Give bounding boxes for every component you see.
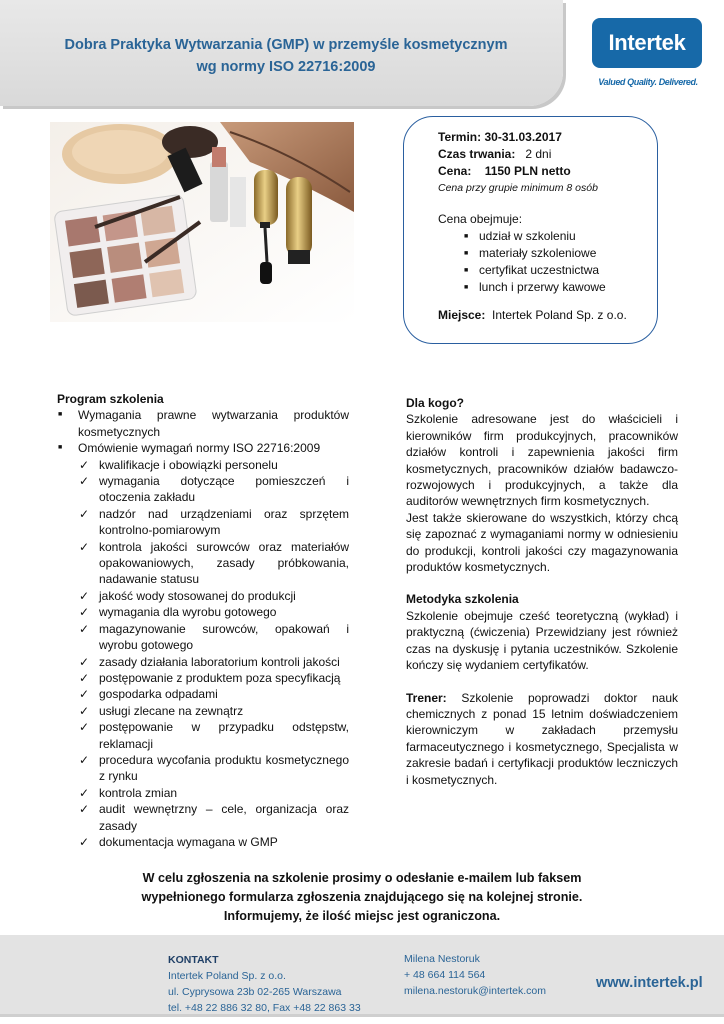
sub-item-text: postępowanie w przypadku odstępstw, reklamacji	[99, 720, 349, 751]
sub-item-text: kontrola zmian	[99, 785, 178, 800]
metodyka-title: Metodyka szkolenia	[406, 592, 519, 607]
sub-item-text: kwalifikacje i obowiązki personelu	[99, 457, 278, 472]
info-box	[403, 116, 658, 344]
sub-item-text: nadzór nad urządzeniami oraz sprzętem kontrolno-pomiarowym	[99, 506, 349, 538]
trener-paragraph	[406, 690, 678, 788]
check-icon: ✓	[79, 621, 90, 636]
dla-kogo-text-2: Jest także skierowane do wszystkich, którzy chcą się zapoznać z wymaganiami normy w odniesieniu do produkcji, kontroli jakości czy magazynowania produktów kosmetycznych.	[406, 510, 678, 575]
right-column	[406, 395, 678, 788]
cosmetics-photo	[50, 122, 354, 322]
check-icon: ✓	[79, 539, 90, 554]
check-icon: ✓	[79, 474, 90, 489]
trener-label: Trener:	[406, 690, 447, 705]
website-link[interactable]: www.intertek.pl	[596, 975, 703, 991]
check-icon: ✓	[79, 720, 90, 735]
person-phone: + 48 664 114 564	[404, 969, 486, 981]
person-email[interactable]: milena.nestoruk@intertek.com	[404, 985, 546, 997]
list-item	[57, 440, 349, 850]
square-bullet-icon: ■	[58, 411, 63, 419]
sub-item-text: wymagania dotyczące pomieszczeń i otoczenia zakładu	[99, 474, 349, 505]
trener-text: Szkolenie poprowadzi doktor nauk chemicznych z ponad 15 letnim doświadczeniem kierowniczym w zakładach przemysłu farmaceutycznego i kosmetycznego, Specjalista w zakresie badań i certyfikacji produktów leczniczych i kosmetycznych.	[406, 690, 678, 787]
list-item	[57, 473, 349, 506]
check-icon: ✓	[79, 752, 90, 767]
cena-value: 1150 PLN netto	[484, 164, 571, 178]
program-sublist	[57, 457, 349, 851]
termin-value: 30-31.03.2017	[484, 130, 562, 144]
logo-tagline: Valued Quality. Delivered.	[598, 77, 698, 87]
sub-item-text: wymagania dla wyrobu gotowego	[99, 605, 277, 620]
person-name: Milena Nestoruk	[404, 953, 480, 965]
sub-item-text: gospodarka odpadami	[99, 687, 218, 702]
list-item: ■ materiały szkoleniowe	[464, 245, 657, 262]
dla-kogo-text-1: Szkolenie adresowane jest do właścicieli i kierowników firm produkcyjnych, pracowników działów kontroli i zapewnienia jakości firm kosmetycznych, pracowników działów badawczo-rozwojowych i produkcyjnych, a także dla auditorów wewnętrznych firm kosmetycznych.	[406, 412, 678, 509]
company-name: Intertek Poland Sp. z o.o.	[168, 970, 286, 982]
list-item	[57, 785, 349, 801]
miejsce-label: Miejsce:	[438, 308, 486, 322]
sub-item-text: kontrola jakości surowców oraz materiałów opakowaniowych, zasady próbkowania, nadawanie statusu	[99, 539, 349, 587]
dla-kogo-title: Dla kogo?	[406, 396, 465, 410]
check-icon: ✓	[79, 670, 90, 685]
list-item	[57, 604, 349, 620]
list-item	[57, 539, 349, 588]
list-item	[57, 834, 349, 850]
list-item	[57, 407, 349, 440]
list-item: ■ lunch i przerwy kawowe	[464, 279, 657, 296]
czas-value: 2 dni	[525, 147, 552, 161]
check-icon: ✓	[79, 457, 90, 472]
czas-label: Czas trwania:	[438, 147, 516, 161]
title-line-2: wg normy ISO 22716:2009	[196, 59, 376, 75]
miejsce-value: Intertek Poland Sp. z o.o.	[492, 308, 627, 322]
sub-item-text: audit wewnętrzny – cele, organizacja oraz zasady	[99, 802, 349, 833]
title-line-1: Dobra Praktyka Wytwarzania (GMP) w przemyśle kosmetycznym	[64, 37, 508, 53]
list-item	[57, 719, 349, 752]
program-item-text: Omówienie wymagań normy ISO 22716:2009	[78, 441, 321, 456]
program-item-text: Wymagania prawne wytwarzania produktów kosmetycznych	[78, 408, 349, 439]
page-title	[20, 34, 552, 78]
miejsce-row	[438, 307, 657, 324]
czas-row	[438, 146, 657, 163]
check-icon: ✓	[79, 785, 90, 800]
company-address: ul. Cyprysowa 23b 02-265 Warszawa	[168, 986, 342, 998]
list-item	[57, 621, 349, 654]
cta-line-2: wypełnionego formularza zgłoszenia znajdującego się na kolejnej stronie.	[141, 890, 583, 904]
header-band	[0, 0, 563, 106]
sub-item-text: procedura wycofania produktu kosmetycznego z rynku	[99, 752, 349, 784]
cena-note: Cena przy grupie minimum 8 osób	[438, 182, 598, 194]
list-item: ■ certyfikat uczestnictwa	[464, 262, 657, 279]
list-item	[57, 588, 349, 604]
list-item	[57, 686, 349, 702]
list-item: ■ udział w szkoleniu	[464, 228, 657, 245]
square-bullet-icon: ■	[58, 444, 63, 452]
check-icon: ✓	[79, 834, 90, 849]
cena-obejmuje-label: Cena obejmuje:	[438, 212, 523, 226]
check-icon: ✓	[79, 654, 90, 669]
cena-label: Cena:	[438, 164, 472, 178]
cta-line-3: Informujemy, że ilość miejsc jest ograniczona.	[223, 909, 501, 923]
list-item	[57, 801, 349, 834]
check-icon: ✓	[79, 802, 90, 817]
list-item	[57, 703, 349, 719]
cena-row	[438, 163, 657, 180]
list-item	[57, 506, 349, 539]
list-item	[57, 457, 349, 473]
program-list	[57, 407, 349, 850]
check-icon: ✓	[79, 588, 90, 603]
check-icon: ✓	[79, 605, 90, 620]
program-title: Program szkolenia	[57, 392, 164, 406]
sub-item-text: dokumentacja wymagana w GMP	[99, 834, 278, 849]
sub-item-text: zasady działania laboratorium kontroli jakości	[99, 654, 340, 669]
footer-person	[404, 951, 546, 999]
company-phones: tel. +48 22 886 32 80, Fax +48 22 863 33	[168, 1002, 361, 1014]
program-section	[57, 391, 349, 850]
list-item	[57, 670, 349, 686]
check-icon: ✓	[79, 687, 90, 702]
list-item	[57, 654, 349, 670]
list-item	[57, 752, 349, 785]
footer-contact	[168, 952, 361, 1016]
termin-row	[438, 129, 657, 146]
sub-item-text: magazynowanie surowców, opakowań i wyrobu gotowego	[99, 621, 349, 653]
kontakt-label: KONTAKT	[168, 954, 219, 966]
check-icon: ✓	[79, 703, 90, 718]
cena-obejmuje-list	[464, 228, 657, 296]
sub-item-text: postępowanie z produktem poza specyfikacją	[99, 670, 341, 685]
sub-item-text: usługi zlecane na zewnątrz	[99, 703, 244, 718]
termin-label: Termin:	[438, 130, 482, 144]
intertek-logo: Intertek	[592, 18, 702, 68]
registration-notice	[0, 869, 724, 926]
check-icon: ✓	[79, 506, 90, 521]
metodyka-text: Szkolenie obejmuje cześć teoretyczną (wykład) i praktyczną (ćwiczenia) Przewidziany jest również czas na dyskusję i pytania uczestników. Szkolenie kończy się wydaniem certyfikatów.	[406, 608, 678, 673]
cta-line-1: W celu zgłoszenia na szkolenie prosimy o odesłanie e-mailem lub faksem	[142, 871, 582, 885]
sub-item-text: jakość wody stosowanej do produkcji	[99, 588, 296, 603]
